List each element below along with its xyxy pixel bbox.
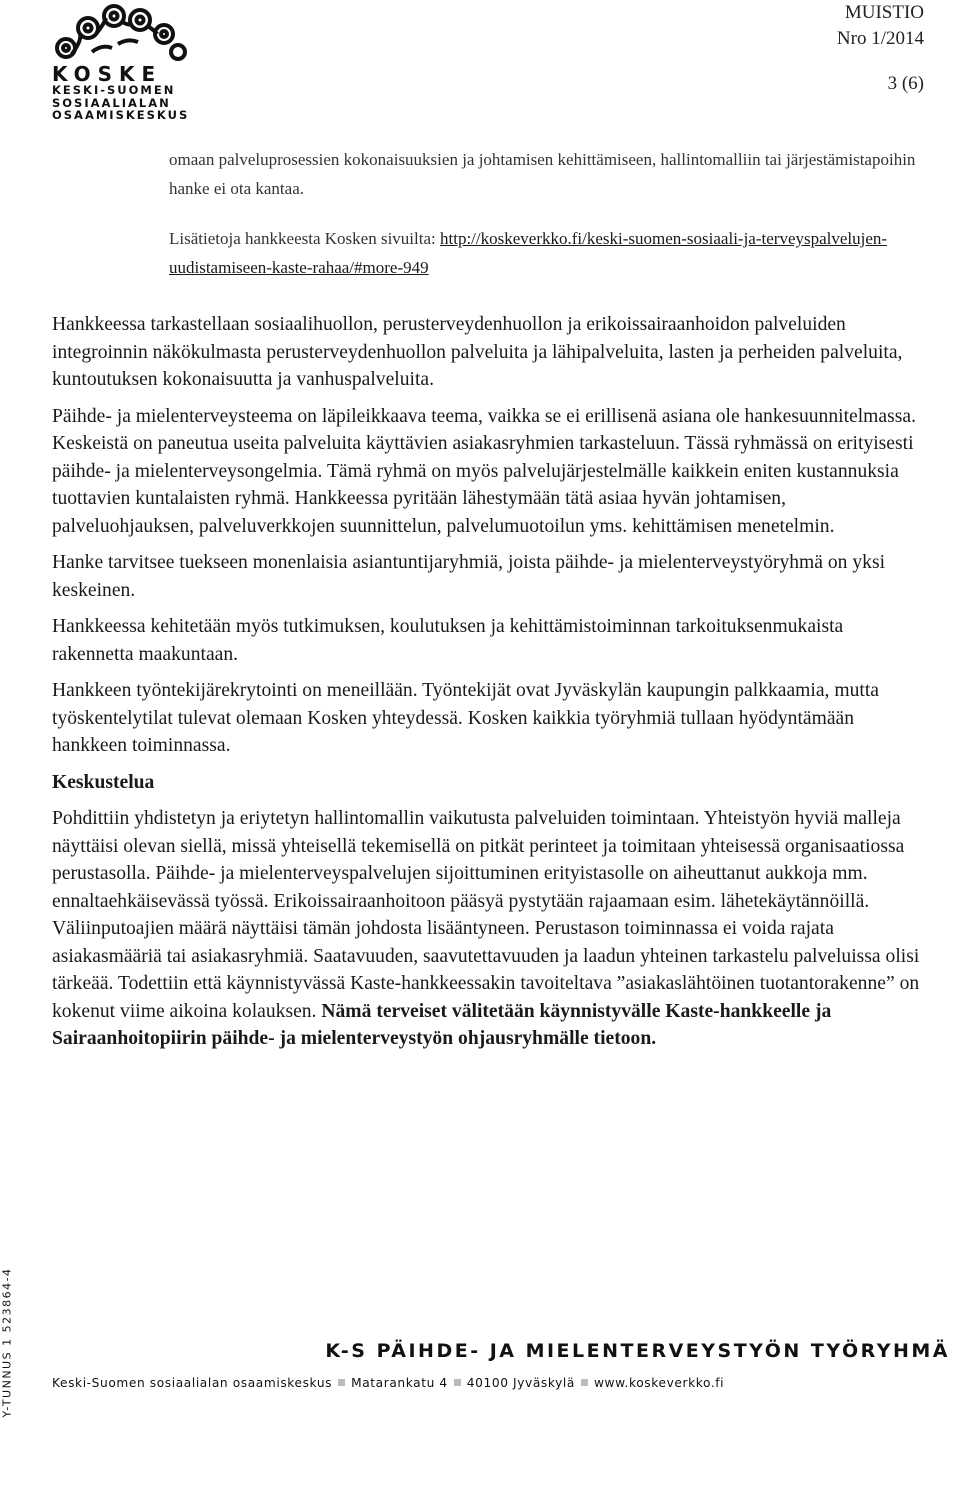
discussion-conclusion: Nämä terveiset välitetään käynnistyvälle Kaste-hankkeelle ja Sairaanhoitopiirin päihde- ja mielenterveystyön ohjausryhmälle tietoon. [52, 1000, 832, 1049]
paragraph-6 [52, 805, 924, 1053]
discussion-text: Pohdittiin yhdistetyn ja eriytetyn hallintomallin vaikutusta palveluiden toimintaan. Yhteistyön hyviä malleja näyttäisi olevan siellä, missä yhteisellä tekemisellä on pitkät perinteet ja toimitaan yhteisessä organisaatiossa perustasolla. Päihde- ja mielenterveyspalvelujen sijoittuminen erityistasolle on aiheuttanut aukkoja mm. ennaltaehkäisevässä työssä. Erikoissairaanhoitoon pääsyä pystytään rajaamaan esim. lähetekäytännöillä. Väliinputoajien määrä näyttäisi tämän johdosta lisääntyneen. Perustason toiminnassa ei voida rajata asiakasmääriä tai asiakasryhmiä. Saatavuuden, saavutettavuuden ja laadun yhteinen tarkastelu palveluissa olisi tärkeää. Todettiin että käynnistyvässä Kaste-hankkeessakin tavoiteltava ”asiakaslähtöinen tuotantorakenne” on kokenut viime aikoina kolauksen. [52, 808, 920, 1022]
doc-number: Nro 1/2014 [836, 28, 924, 49]
intro-paragraph: omaan palveluprosessien kokonaisuuksien ja johtamisen kehittämiseen, hallintomalliin tai järjestämistapoihin hanke ei ota kantaa. [169, 150, 916, 198]
section-heading: Keskustelua [52, 771, 155, 793]
separator-square-icon [581, 1379, 588, 1386]
info-prefix: Lisätietoja hankkeesta Kosken sivuilta: [169, 229, 440, 248]
footer-address: Matarankatu 4 [351, 1376, 448, 1390]
separator-square-icon [338, 1379, 345, 1386]
paragraph-2: Päihde- ja mielenterveysteema on läpileikkaava teema, vaikka se ei erillisenä asiana ole hankesuunnitelmassa. Keskeistä on paneutua useita palveluita käyttävien asiakasryhmien tarkasteluun. Tässä ryhmässä on erityisesti päihde- ja mielenterveysongelmia. Tämä ryhmä on myös palvelujärjestelmälle kaikkein eniten kustannuksia tuottavien kuntalaisten ryhmä. Hankkeessa pyritään lähestymään tätä asiaa hyvän johtamisen, palveluohjauksen, palveluverkkojen suunnittelun, palvelumuotoilun yms. kehittämisen menetelmin. [52, 405, 916, 537]
koske-emblem-icon [52, 4, 192, 62]
footer-web: www.koskeverkko.fi [593, 1376, 725, 1390]
page-number: 3 (6) [887, 73, 924, 94]
logo-line-1: KESKI-SUOMEN [52, 83, 176, 97]
paragraph-3: Hanke tarvitsee tuekseen monenlaisia asiantuntijaryhmiä, joista päihde- ja mielenterveystyöryhmä on yksi keskeinen. [52, 552, 886, 601]
info-paragraph [169, 224, 929, 282]
doc-type: MUISTIO [844, 2, 924, 23]
logo-line-2: SOSIAALIALAN [52, 95, 171, 110]
paragraph-5: Hankkeen työntekijärekrytointi on meneillään. Työntekijät ovat Jyväskylän kaupungin palkkaamia, mutta työskentelytilat tulevat olemaan Kosken yhteydessä. Kosken kaikkia työryhmiä tullaan hyödyntämään hankkeen toiminnassa. [52, 680, 879, 756]
footer-org: Keski-Suomen sosiaalialan osaamiskeskus [52, 1376, 333, 1390]
logo-name: KOSKE [52, 62, 163, 86]
koske-logo [52, 4, 192, 122]
business-id: Y-TUNNUS 1 523864-4 [0, 1267, 14, 1418]
separator-square-icon [454, 1379, 461, 1386]
memo-header [837, 0, 924, 52]
paragraph-4: Hankkeessa kehitetään myös tutkimuksen, koulutuksen ja kehittämistoiminnan tarkoituksenmukaista rakennetta maakuntaan. [52, 616, 844, 665]
paragraph-1: Hankkeessa tarkastellaan sosiaalihuollon, perusterveydenhuollon ja erikoissairaanhoidon palveluiden integroinnin näkökulmasta perusterveydenhuollon palveluita ja lähipalveluita, lasten ja perheiden palveluita, kuntoutuksen kokonaisuutta ja vanhuspalveluita. [52, 314, 903, 390]
main-body [52, 311, 924, 1053]
logo-line-3: OSAAMISKESKUS [52, 108, 190, 122]
project-link[interactable]: http://koskeverkko.fi/keski-suomen-sosiaali-ja-terveyspalvelujen-uudistamiseen-kaste-rahaa/#more-949 [169, 229, 888, 277]
footer-postal: 40100 Jyväskylä [466, 1376, 575, 1390]
footer-title: K-S PÄIHDE- JA MIELENTERVEYSTYÖN TYÖRYHMÄ [325, 1340, 950, 1362]
footer-contact [52, 1376, 952, 1390]
